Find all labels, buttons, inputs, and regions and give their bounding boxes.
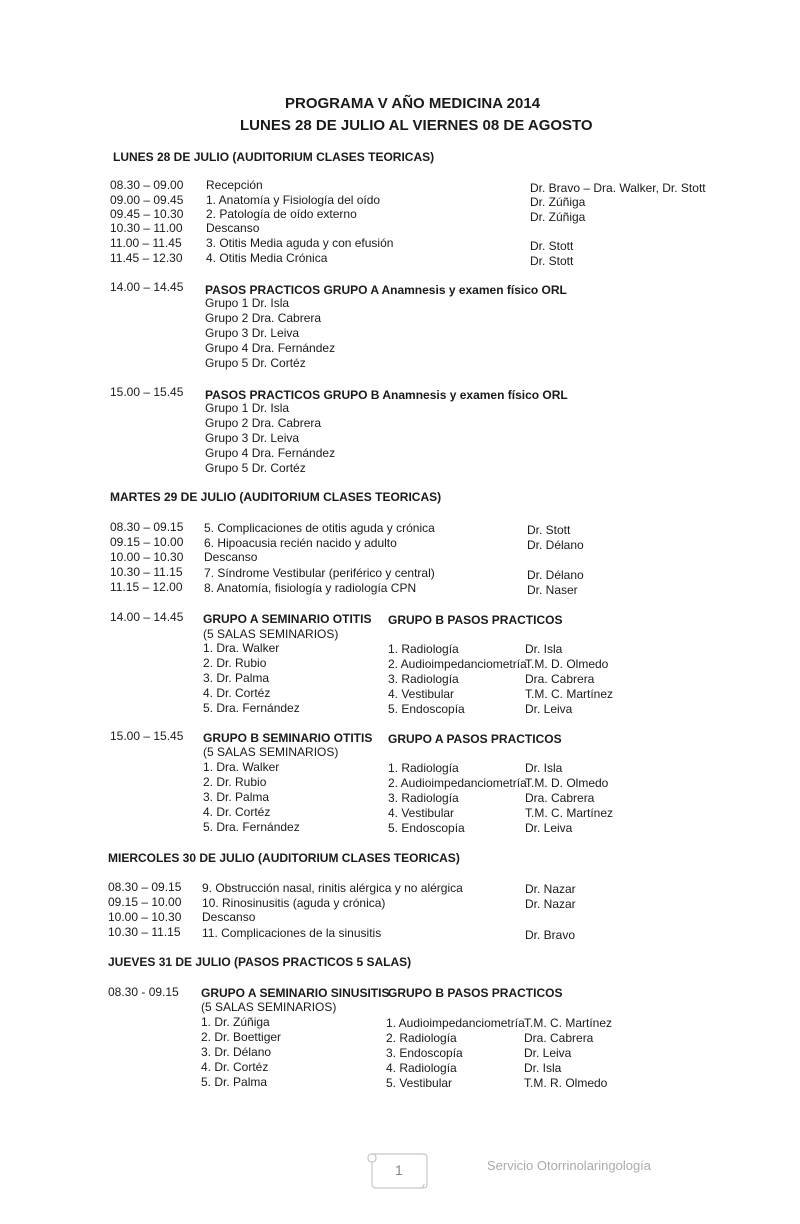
seminar-item: 3. Dr. Palma: [203, 790, 270, 804]
seminar-item: 5. Dr. Palma: [201, 1075, 268, 1089]
seminar-title: GRUPO A SEMINARIO OTITIS: [203, 612, 372, 626]
practice-doctor: T.M. D. Olmedo: [525, 776, 609, 790]
class-time: 10.00 – 10.30: [110, 550, 184, 564]
practice-time: 15.00 – 15.45: [110, 385, 184, 399]
class-doctor: Dr. Nazar: [525, 882, 576, 896]
practice-group-title: GRUPO B PASOS PRACTICOS: [388, 986, 563, 1000]
practice-doctor: Dr. Isla: [525, 761, 563, 775]
group-item: Grupo 4 Dra. Fernández: [205, 341, 336, 355]
class-doctor: Dr. Bravo – Dra. Walker, Dr. Stott: [530, 181, 706, 195]
page-number: 1: [395, 1162, 403, 1178]
practice-doctor: Dr. Leiva: [525, 702, 573, 716]
practice-time: 14.00 – 14.45: [110, 280, 184, 294]
seminar-subtitle: (5 SALAS SEMINARIOS): [203, 745, 339, 759]
seminar-title: GRUPO A SEMINARIO SINUSITIS: [201, 986, 390, 1000]
day-header-martes: MARTES 29 DE JULIO (AUDITORIUM CLASES TEORICAS): [110, 490, 442, 504]
class-topic: 8. Anatomía, fisiología y radiología CPN: [204, 581, 417, 595]
class-time: 08.30 – 09.15: [108, 880, 182, 894]
group-item: Grupo 5 Dr. Cortéz: [205, 356, 306, 370]
class-time: 10.30 – 11.00: [110, 221, 183, 235]
practice-activity: 3. Radiología: [388, 672, 459, 686]
practice-doctor: T.M. C. Martínez: [524, 1016, 613, 1030]
seminar-item: 4. Dr. Cortéz: [203, 686, 271, 700]
class-topic: 10. Rinosinusitis (aguda y crónica): [202, 896, 386, 910]
class-time: 11.00 – 11.45: [110, 236, 182, 250]
seminar-item: 1. Dr. Zúñiga: [201, 1015, 270, 1029]
practice-activity: 2. Radiología: [386, 1031, 457, 1045]
practice-doctor: T.M. D. Olmedo: [525, 657, 609, 671]
practice-doctor: Dra. Cabrera: [525, 672, 595, 686]
practice-activity: 5. Vestibular: [386, 1076, 453, 1090]
seminar-item: 4. Dr. Cortéz: [203, 805, 271, 819]
class-doctor: Dr. Stott: [530, 239, 574, 253]
group-item: Grupo 3 Dr. Leiva: [205, 326, 300, 340]
class-doctor: Dr. Stott: [530, 254, 574, 268]
group-item: Grupo 2 Dra. Cabrera: [205, 416, 322, 430]
department-name: Servicio Otorrinolaringología: [487, 1158, 652, 1173]
class-doctor: Dr. Délano: [527, 538, 584, 552]
practice-activity: 5. Endoscopía: [388, 702, 465, 716]
class-topic: 2. Patología de oído externo: [206, 207, 357, 221]
practice-doctor: T.M. C. Martínez: [525, 687, 614, 701]
practice-activity: 4. Radiología: [386, 1061, 457, 1075]
class-time: 10.30 – 11.15: [108, 925, 181, 939]
day-header-lunes: LUNES 28 DE JULIO (AUDITORIUM CLASES TEORICAS): [113, 150, 435, 164]
day-header-jueves: JUEVES 31 DE JULIO (PASOS PRACTICOS 5 SALAS): [108, 955, 412, 969]
class-topic: Descanso: [204, 550, 258, 564]
day-header-miercoles: MIERCOLES 30 DE JULIO (AUDITORIUM CLASES TEORICAS): [108, 851, 460, 865]
practice-activity: 1. Radiología: [388, 642, 459, 656]
seminar-subtitle: (5 SALAS SEMINARIOS): [201, 1000, 337, 1014]
practice-doctor: T.M. R. Olmedo: [524, 1076, 608, 1090]
practice-doctor: Dr. Leiva: [524, 1046, 572, 1060]
practice-doctor: Dr. Leiva: [525, 821, 573, 835]
class-topic: 7. Síndrome Vestibular (periférico y central): [204, 566, 435, 580]
class-time: 09.00 – 09.45: [110, 193, 184, 207]
class-time: 09.15 – 10.00: [110, 535, 184, 549]
class-topic: Descanso: [202, 910, 256, 924]
seminar-item: 2. Dr. Rubio: [203, 656, 267, 670]
class-doctor: Dr. Naser: [527, 583, 578, 597]
group-item: Grupo 5 Dr. Cortéz: [205, 461, 306, 475]
class-topic: 1. Anatomía y Fisiología del oído: [206, 193, 381, 207]
class-time: 08.30 – 09.15: [110, 520, 184, 534]
class-doctor: Dr. Stott: [527, 523, 571, 537]
practice-doctor: Dra. Cabrera: [525, 791, 595, 805]
seminar-item: 5. Dra. Fernández: [203, 701, 300, 715]
class-doctor: Dr. Zúñiga: [530, 195, 586, 209]
class-doctor: Dr. Nazar: [525, 897, 576, 911]
class-doctor: Dr. Zúñiga: [530, 210, 586, 224]
group-item: Grupo 1 Dr. Isla: [205, 401, 290, 415]
class-topic: 4. Otitis Media Crónica: [206, 251, 328, 265]
class-topic: Recepción: [206, 178, 263, 192]
seminar-subtitle: (5 SALAS SEMINARIOS): [203, 627, 339, 641]
practice-doctor: Dr. Isla: [524, 1061, 562, 1075]
practice-doctor: Dra. Cabrera: [524, 1031, 594, 1045]
seminar-item: 2. Dr. Rubio: [203, 775, 267, 789]
practice-title: PASOS PRACTICOS GRUPO A Anamnesis y examen físico ORL: [205, 283, 567, 297]
group-item: Grupo 3 Dr. Leiva: [205, 431, 300, 445]
class-topic: 5. Complicaciones de otitis aguda y crónica: [204, 521, 435, 535]
class-doctor: Dr. Bravo: [525, 928, 576, 942]
class-time: 08.30 – 09.00: [110, 178, 184, 192]
page-title-line2: LUNES 28 DE JULIO AL VIERNES 08 DE AGOSTO: [240, 117, 593, 134]
practice-group-title: GRUPO B PASOS PRACTICOS: [388, 613, 563, 627]
practice-activity: 4. Vestibular: [388, 687, 455, 701]
group-item: Grupo 2 Dra. Cabrera: [205, 311, 322, 325]
seminar-item: 3. Dr. Palma: [203, 671, 270, 685]
seminar-item: 3. Dr. Délano: [201, 1045, 272, 1059]
class-topic: Descanso: [206, 221, 260, 235]
practice-title: PASOS PRACTICOS GRUPO B Anamnesis y examen físico ORL: [205, 388, 568, 402]
class-time: 10.00 – 10.30: [108, 910, 182, 924]
class-time: 10.30 – 11.15: [110, 565, 183, 579]
practice-doctor: Dr. Isla: [525, 642, 563, 656]
seminar-item: 5. Dra. Fernández: [203, 820, 300, 834]
seminar-title: GRUPO B SEMINARIO OTITIS: [203, 731, 373, 745]
class-topic: 9. Obstrucción nasal, rinitis alérgica y no alérgica: [202, 881, 463, 895]
class-topic: 3. Otitis Media aguda y con efusión: [206, 236, 394, 250]
practice-activity: 3. Radiología: [388, 791, 459, 805]
practice-group-title: GRUPO A PASOS PRACTICOS: [388, 732, 562, 746]
class-time: 09.45 – 10.30: [110, 207, 184, 221]
practice-activity: 5. Endoscopía: [388, 821, 465, 835]
block-time: 14.00 – 14.45: [110, 610, 184, 624]
practice-doctor: T.M. C. Martínez: [525, 806, 614, 820]
class-doctor: Dr. Délano: [527, 568, 584, 582]
practice-activity: 1. Radiología: [388, 761, 459, 775]
seminar-item: 2. Dr. Boettiger: [201, 1030, 282, 1044]
practice-activity: 1. Audioimpedanciometría: [386, 1016, 525, 1030]
class-time: 11.45 – 12.30: [110, 251, 183, 265]
practice-activity: 2. Audioimpedanciometría: [388, 776, 527, 790]
seminar-item: 1. Dra. Walker: [203, 641, 280, 655]
practice-activity: 2. Audioimpedanciometría: [388, 657, 527, 671]
page-title-line1: PROGRAMA V AÑO MEDICINA 2014: [285, 95, 541, 112]
class-topic: 6. Hipoacusia recién nacido y adulto: [204, 536, 397, 550]
block-time: 15.00 – 15.45: [110, 729, 184, 743]
class-time: 09.15 – 10.00: [108, 895, 182, 909]
class-topic: 11. Complicaciones de la sinusitis: [202, 926, 382, 940]
block-time: 08.30 - 09.15: [108, 985, 179, 999]
seminar-item: 4. Dr. Cortéz: [201, 1060, 269, 1074]
practice-activity: 4. Vestibular: [388, 806, 455, 820]
seminar-item: 1. Dra. Walker: [203, 760, 280, 774]
class-time: 11.15 – 12.00: [110, 580, 183, 594]
group-item: Grupo 4 Dra. Fernández: [205, 446, 336, 460]
group-item: Grupo 1 Dr. Isla: [205, 296, 290, 310]
practice-activity: 3. Endoscopía: [386, 1046, 463, 1060]
